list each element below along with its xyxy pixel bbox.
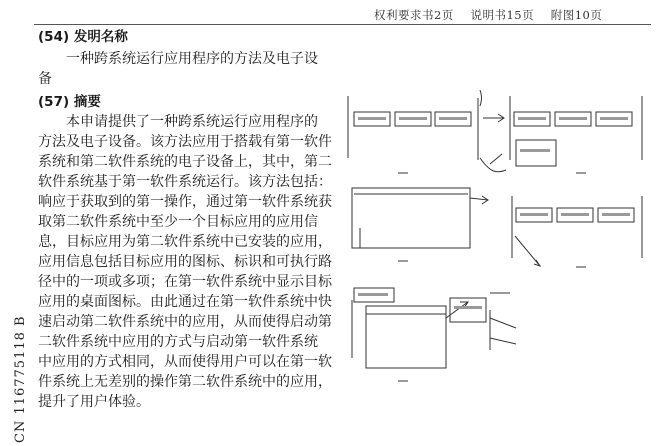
abstract-line: 件系统上无差别的操作第二软件系统中的应用， [38, 374, 332, 390]
abstract-line: 系统和第二软件系统的电子设备上，其中，第二 [38, 154, 332, 170]
abstract-line: 二软件系统中应用的方式与启动第一软件系统 [38, 334, 318, 350]
title-line: 一种跨系统运行应用程序的方法及电子设 [66, 51, 318, 67]
abstract-line: 方法及电子设备。该方法应用于搭载有第一软件 [38, 134, 332, 150]
title-section-label: (54) 发明名称 [38, 29, 128, 45]
abstract-line: 速启动第二软件系统中的应用，从而使得启动第 [38, 314, 332, 330]
abstract-section-label: (57) 摘要 [38, 94, 101, 110]
abstract-line: 中应用的方式相同，从而使得用户可以在第一软 [38, 354, 332, 370]
header-rule [34, 24, 651, 25]
abstract-figure-drawing [340, 88, 660, 438]
abstract-line: 提升了用户体验。 [38, 394, 150, 410]
title-line: 备 [38, 71, 52, 87]
claims-pages: 权利要求书2页 [374, 8, 454, 22]
abstract-line: 径中的一项或多项；在第一软件系统中显示目标 [38, 274, 332, 290]
description-pages: 说明书15页 [470, 8, 535, 22]
abstract-line: 软件系统基于第一软件系统运行。该方法包括： [38, 174, 332, 190]
abstract-line: 本申请提供了一种跨系统运行应用程序的 [66, 114, 318, 130]
publication-number: CN 116775118 B [13, 315, 28, 443]
abstract-line: 应用信息包括目标应用的图标、标识和可执行路 [38, 254, 332, 270]
abstract-line: 响应于获取到的第一操作，通过第一软件系统获 [38, 194, 332, 210]
abstract-line: 应用的桌面图标。由此通过在第一软件系统中快 [38, 294, 332, 310]
abstract-line: 息，目标应用为第二软件系统中已安装的应用， [38, 234, 332, 250]
abstract-line: 取第二软件系统中至少一个目标应用的应用信 [38, 214, 318, 230]
figure-pages: 附图10页 [550, 8, 603, 22]
page-count-header [374, 7, 602, 23]
abstract-figure [340, 88, 660, 438]
